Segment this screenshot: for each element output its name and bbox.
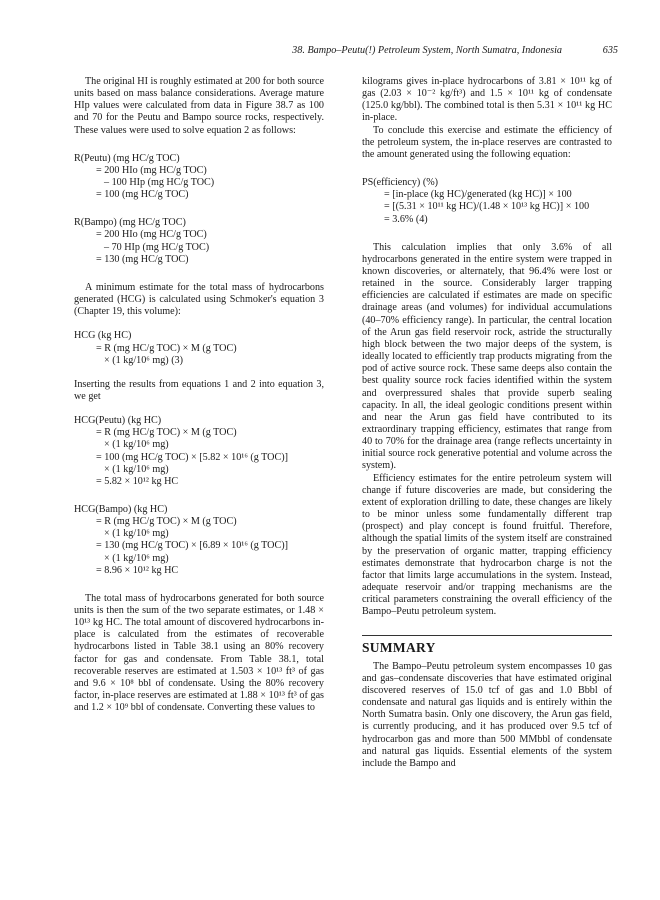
equation-line: × (1 kg/10⁶ mg) — [104, 439, 169, 451]
equation-line: HCG(Peutu) (kg HC) — [74, 415, 162, 427]
equation-number: (3) — [171, 354, 183, 366]
equation-line: = 100 (mg HC/g TOC) × [5.82 × 10¹⁶ (g TOC)] — [96, 451, 288, 463]
paragraph: To conclude this exercise and estimate the efficiency of the petroleum system, the in-place reserves are contrasted to the amount generated using the following equation: — [362, 124, 612, 160]
paragraph: Efficiency estimates for the entire petroleum system will change if future discoveries are made, but considering the extent of exploration drilling to date, these changes are likely to be minor unless some fundamentally different trap (prospect) and play concept is found fruitful. Therefore, although the spatial limits of the system itself are constrained by the preservation of organic matter, trapping efficiency estimates demonstrate that hydrocarbon charge is not the factor that limits large accumulations in the system. Instead, adequate reservoir and/or trapping mechanisms are the critical parameters constraining the overall efficiency of the Bampo–Peutu petroleum system. — [362, 472, 612, 618]
equation-line — [74, 355, 324, 367]
page-header — [0, 45, 660, 61]
equation-line: = 8.96 × 10¹² kg HC — [96, 564, 179, 576]
paragraph: kilograms gives in-place hydrocarbons of 3.81 × 10¹¹ kg of gas (2.03 × 10⁻² kg/ft³) and 1.5 × 10¹¹ kg of condensate (125.0 kg/bbl). The combined total is then 5.31 × 10¹¹ kg HC in-place. — [362, 76, 612, 124]
equation-line: = 200 HIo (mg HC/g TOC) — [96, 229, 207, 241]
equation-line: HCG(Bampo) (kg HC) — [74, 503, 168, 515]
equation-number: (4) — [415, 213, 428, 225]
equation-line — [362, 214, 612, 226]
equation-hcg — [74, 330, 324, 366]
equation-line: PS(efficiency) (%) — [362, 177, 439, 189]
paragraph: The Bampo–Peutu petroleum system encompasses 10 gas and gas–condensate discoveries that have estimated original discovered reserves of 15.0 tcf of gas and 1.0 Bbbl of condensate and natural gas liquids and is entirely within the North Sumatra basin. Only one discovery, the Arun gas field, is currently producing, and it has produced over 9.5 tcf of hydrocarbon gas and more than 500 MMbbl of condensate and natural gas liquids. Essential elements of the system include the Bampo and — [362, 660, 612, 769]
equation-line: = R (mg HC/g TOC) × M (g TOC) — [96, 516, 237, 528]
equation-line: R(Peutu) (mg HC/g TOC) — [74, 152, 180, 164]
equation-line: = [(5.31 × 10¹¹ kg HC)/(1.48 × 10¹³ kg HC)] × 100 — [384, 201, 590, 213]
equation-line: – 100 HIp (mg HC/g TOC) — [104, 177, 215, 189]
equation-line: × (1 kg/10⁶ mg) — [104, 528, 169, 540]
paragraph: The original HI is roughly estimated at 200 for both source units based on mass balance considerations. Average mature HIp values were calculated from data in Figure 38.7 as 100 and 70 for the Peutu and Bampo source rocks, respectively. These values were used to solve equation 2 as follows: — [74, 76, 325, 136]
equation-line: × (1 kg/10⁶ mg) — [104, 552, 169, 564]
paragraph: The total mass of hydrocarbons generated for both source units is then the sum of the two separate estimates, or 1.48 × 10¹³ kg HC. The total amount of discovered hydrocarbons in-place is calculated from the estimates of recoverable hydrocarbons listed in Table 38.1 using an 80% recovery factor for gas and condensate. From Table 38.1, total recoverable reserves are estimated at 1.503 × 10¹³ ft³ of gas and 9.6 × 10⁸ bbl of condensate. Using the 80% recovery factor, in-place reserves are estimated at 1.88 × 10¹³ ft³ of gas and 1.2 × 10⁹ bbl of condensate. Converting these values to — [74, 592, 324, 714]
equation-line: = [in-place (kg HC)/generated (kg HC)] × 100 — [384, 189, 572, 201]
equation-line: R(Bampo) (mg HC/g TOC) — [74, 217, 186, 229]
equation-line: = R (mg HC/g TOC) × M (g TOC) — [96, 342, 237, 354]
equation-line: – 70 HIp (mg HC/g TOC) — [104, 241, 210, 253]
equation-line: = 130 (mg HC/g TOC) — [96, 253, 189, 265]
equation-hcg-peutu — [74, 415, 324, 488]
page-number: 635 — [602, 45, 618, 56]
equation-line: HCG (kg HC) — [74, 330, 132, 342]
equation-hcg-bampo — [74, 504, 324, 577]
equation-r-bampo — [74, 217, 324, 266]
equation-line: = 200 HIo (mg HC/g TOC) — [96, 164, 207, 176]
equation-line: = 130 (mg HC/g TOC) × [6.89 × 10¹⁶ (g TOC)] — [96, 540, 288, 552]
equation-text: × (1 kg/10⁶ mg) — [104, 354, 169, 366]
equation-line: = 100 (mg HC/g TOC) — [96, 189, 189, 201]
equation-r-peutu — [74, 153, 324, 202]
paragraph: This calculation implies that only 3.6% of all hydrocarbons generated in the entire system were trapped in known discoveries, or alternately, that 96.4% were lost or retained in the source. Considerably larger trapping efficiencies are calculated if estimates are made on specific drainage areas (and volumes) for individual accumulations (40–70% efficiency range). In particular, the central location of the Arun gas field reservoir rock, astride the structurally high block between the two major deeps of the system, is ideally located to efficiently trap products migrating from the pod of active source rock. These same deeps also contain the best quality source rock facies identified within the system and overpressured shales that provide superb sealing capacity. In all, the ideal geologic conditions present within and near the Arun gas field have contributed to its extraordinary trapping efficiency, estimates that range from 40 to 70% for the drainage area (range reflects uncertainty in initial source rock generative potential and volume across the system). — [362, 241, 612, 472]
paragraph: Inserting the results from equations 1 and 2 into equation 3, we get — [74, 378, 324, 402]
section-heading-summary: SUMMARY — [362, 635, 612, 654]
equation-ps-efficiency — [362, 177, 612, 226]
running-head: 38. Bampo–Peutu(!) Petroleum System, North Sumatra, Indonesia — [292, 45, 562, 56]
right-column — [362, 76, 612, 770]
equation-line: = R (mg HC/g TOC) × M (g TOC) — [96, 427, 237, 439]
equation-text: = 3.6% — [384, 213, 414, 225]
equation-line: × (1 kg/10⁶ mg) — [104, 463, 169, 475]
left-column — [74, 76, 324, 714]
paragraph: A minimum estimate for the total mass of hydrocarbons generated (HCG) is calculated using Schmoker's equation 3 (Chapter 19, this volume): — [74, 281, 324, 318]
equation-line: = 5.82 × 10¹² kg HC — [96, 475, 179, 487]
